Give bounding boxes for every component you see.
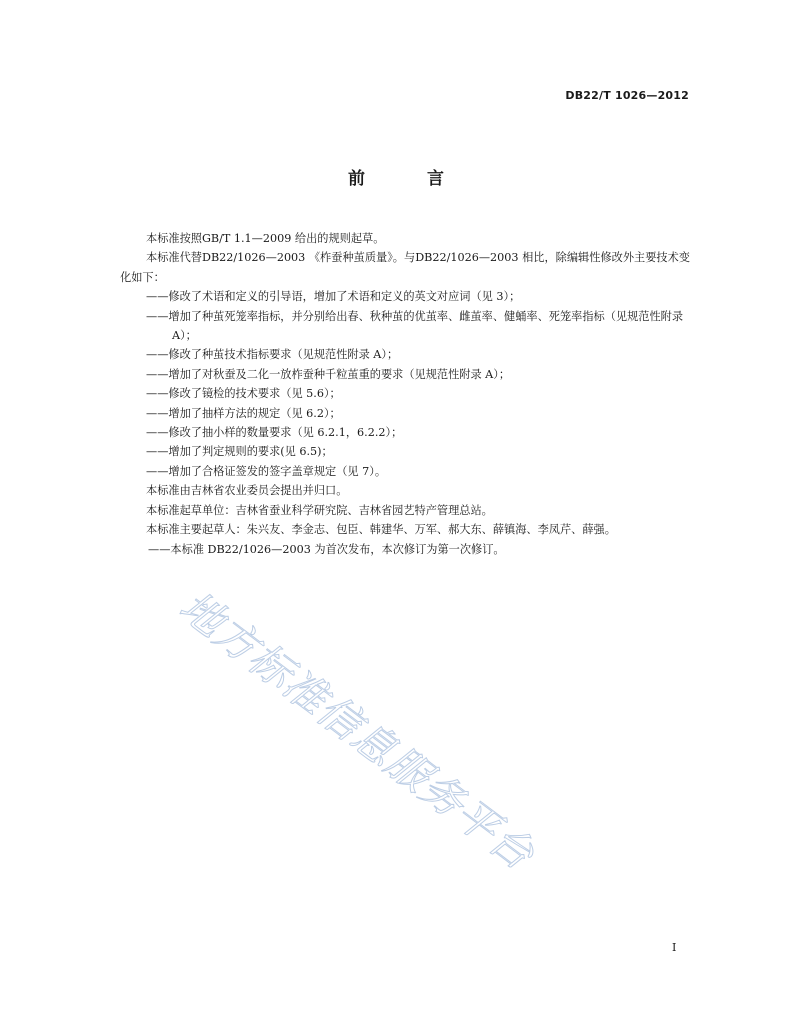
watermark-text: 地方标准信息服务平台 — [170, 581, 544, 880]
change-item: ——增加了种茧死笼率指标，并分别给出春、秋种茧的优茧率、雌茧率、健蛹率、死笼率指标（见规范性附录 A）； — [146, 309, 684, 343]
change-item: ——增加了合格证签发的签字盖章规定（见 7）。 — [146, 464, 387, 478]
change-item: ——修改了镜检的技术要求（见 5.6）； — [146, 387, 341, 401]
paragraph-revision-history: ——本标准 DB22/1026—2003 为首次发布，本次修订为第一次修订。 — [148, 542, 505, 556]
change-item: ——修改了术语和定义的引导语，增加了术语和定义的英文对应词（见 3）； — [146, 290, 521, 304]
paragraph-proposer: 本标准由吉林省农业委员会提出并归口。 — [146, 484, 348, 498]
paragraph-drafters: 本标准主要起草人：朱兴友、李金志、包臣、韩建华、万军、郝大东、薛镇海、李凤芹、薛强。 — [146, 523, 616, 537]
paragraph-drafting-units: 本标准起草单位：吉林省蚕业科学研究院、吉林省园艺特产管理总站。 — [146, 503, 493, 517]
document-code: DB22/T 1026—2012 — [565, 89, 689, 102]
paragraph-drafting-rules: 本标准按照GB/T 1.1—2009 给出的规则起草。 — [146, 232, 385, 245]
document-body — [120, 229, 690, 559]
paragraph-replacement-note: 本标准代替DB22/1026—2003 《柞蚕种茧质量》。与DB22/1026—2003 相比，除编辑性修改外主要技术变化如下： — [120, 251, 690, 284]
change-item: ——增加了对秋蚕及二化一放柞蚕种千粒茧重的要求（见规范性附录 A）； — [146, 367, 511, 381]
change-item: ——修改了抽小样的数量要求（见 6.2.1，6.2.2）； — [146, 426, 403, 440]
change-item: ——修改了种茧技术指标要求（见规范性附录 A）； — [146, 348, 399, 362]
change-list — [120, 287, 690, 481]
page-number: I — [672, 941, 677, 954]
change-item: ——增加了抽样方法的规定（见 6.2）； — [146, 406, 341, 420]
page-title: 前 言 — [348, 169, 472, 189]
change-item: ——增加了判定规则的要求(见 6.5)； — [146, 445, 333, 459]
